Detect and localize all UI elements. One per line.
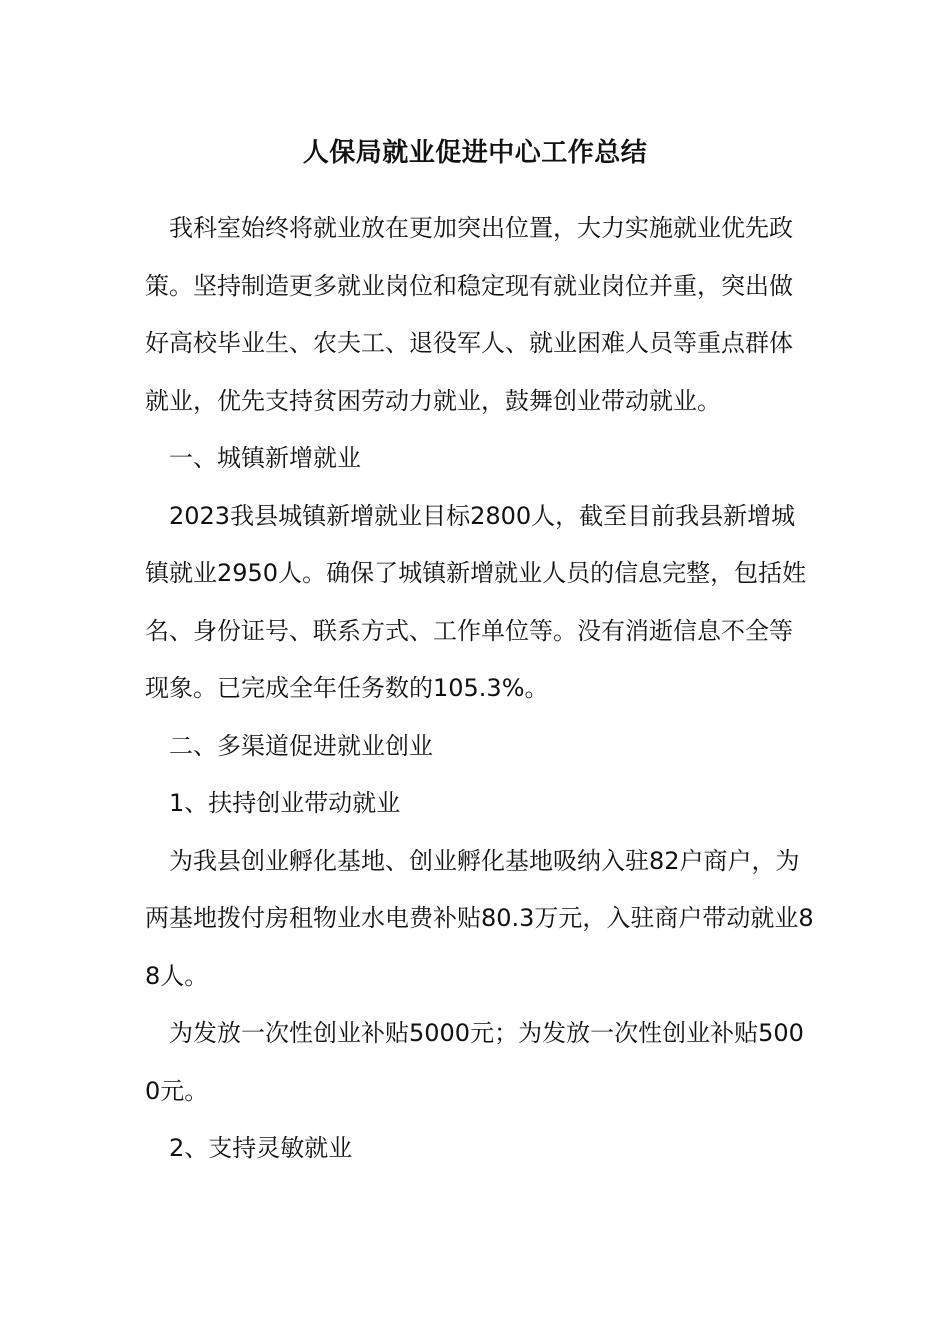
startup-support-paragraph: 为我县创业孵化基地、创业孵化基地吸纳入驻82户商户，为两基地拨付房租物业水电费补贴80.3万元，入驻商户带动就业88人。: [145, 846, 814, 990]
section-heading-multi-channel: 二、多渠道促进就业创业: [169, 731, 433, 760]
urban-employment-paragraph: 2023我县城镇新增就业目标2800人，截至目前我县新增城镇就业2950人。确保了城镇新增就业人员的信息完整，包括姓名、身份证号、联系方式、工作单位等。没有消逝信息不全等现象。已完成全年任务数的105.3%。: [145, 501, 807, 702]
intro-paragraph: 我科室始终将就业放在更加突出位置，大力实施就业优先政策。坚持制造更多就业岗位和稳定现有就业岗位并重，突出做好高校毕业生、农夫工、退役军人、就业困难人员等重点群体就业，优先支持贫困劳动力就业，鼓舞创业带动就业。: [145, 214, 793, 415]
page-title: 人保局就业促进中心工作总结: [302, 138, 648, 168]
document-body: [145, 200, 815, 1178]
subsidy-paragraph: 为发放一次性创业补贴5000元；为发放一次性创业补贴5000元。: [145, 1019, 804, 1105]
subheading-startup-support: 1、扶持创业带动就业: [169, 789, 401, 817]
section-heading-urban-employment: 一、城镇新增就业: [169, 444, 361, 472]
subheading-flexible-employment: 2、支持灵敏就业: [169, 1134, 353, 1162]
